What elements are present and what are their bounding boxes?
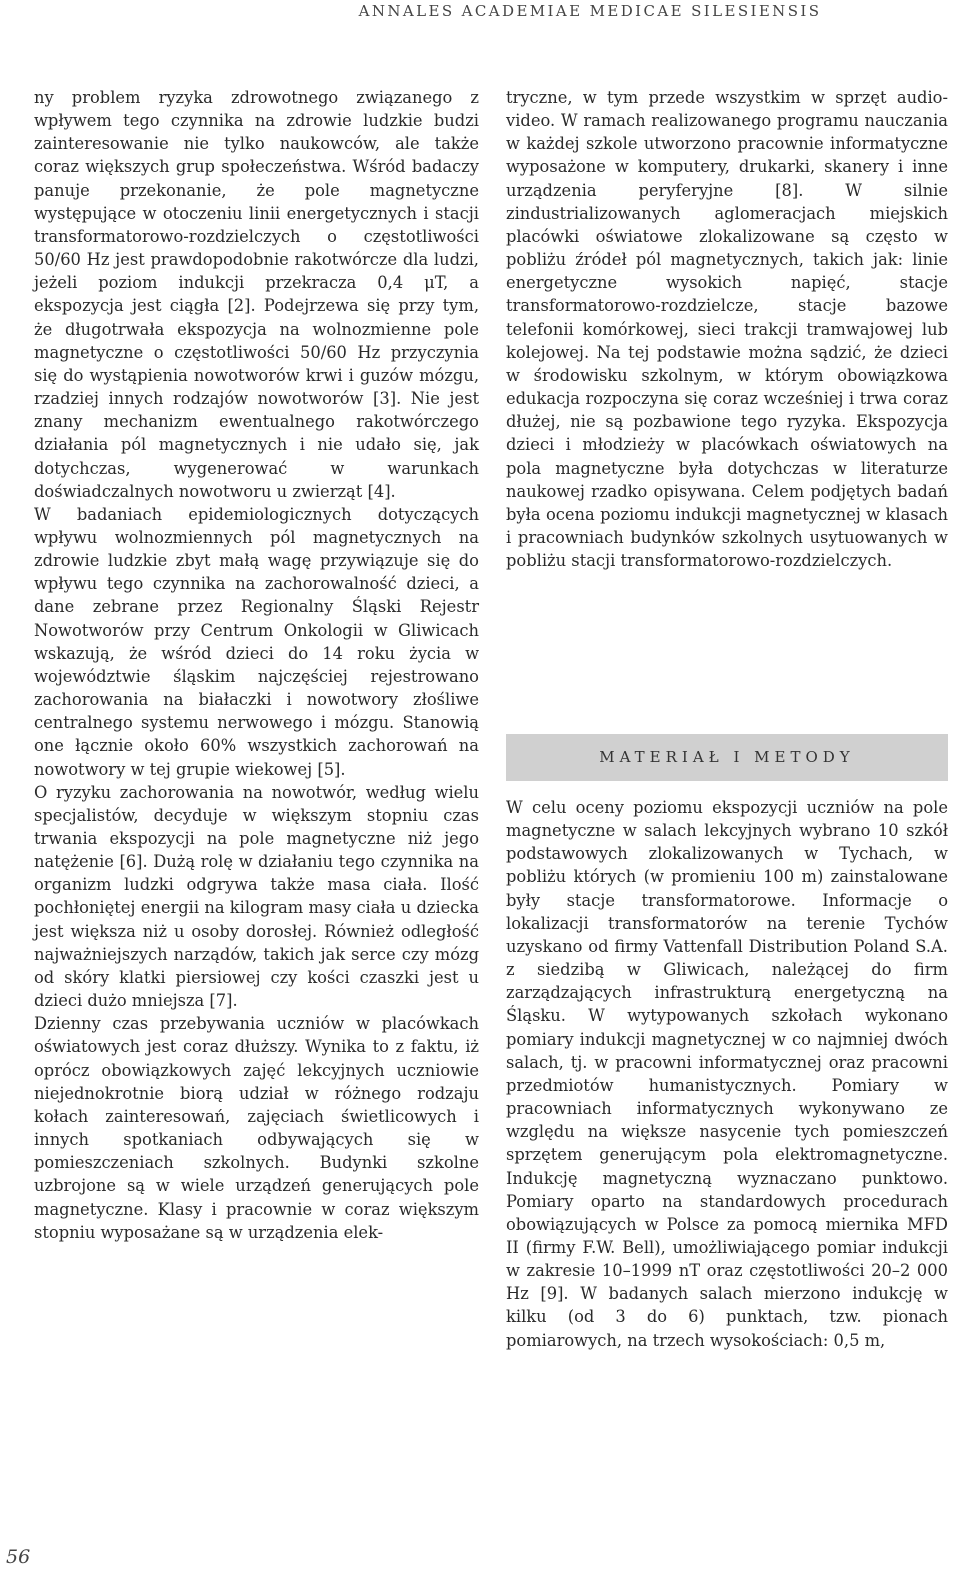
page-number: 56 bbox=[6, 1546, 31, 1568]
right-column-upper bbox=[506, 86, 948, 572]
right-column-lower bbox=[506, 796, 948, 1352]
paragraph: W badaniach epidemiologicznych dotyczących wpływu wolnozmiennych pól magnetycznych na zdrowie ludzkie zbyt małą wagę przywiązuje się do wpływu tego czynnika na zachorowalność dzieci, a dane zebrane przez Regionalny Śląski Rejestr Nowotworów przy Centrum Onkologii w Gliwicach wskazują, że wśród dzieci do 14 roku życia w województwie śląskim najczęściej rejestrowano zachorowania na białaczki i nowotwory złośliwe centralnego systemu nerwowego i mózgu. Stanowią one łącznie około 60% wszystkich zachorowań na nowotwory w tej grupie wiekowej [5]. bbox=[34, 504, 479, 779]
section-heading-material-i-metody: MATERIAŁ I METODY bbox=[506, 734, 948, 781]
paragraph: W celu oceny poziomu ekspozycji uczniów na pole magnetyczne w salach lekcyjnych wybrano 10 szkół podstawowych zlokalizowanych w Tychach, w pobliżu których (w promieniu 100 m) zainstalowane były stacje transformatorowe. Informacje o lokalizacji transformatorów na terenie Tychów uzyskano od firmy Vattenfall Distribution Poland S.A. z siedzibą w Gliwicach, należącej do firm zarządzających infrastrukturą energetyczną na Śląsku. W wytypowanych szkołach wykonano pomiary indukcji magnetycznej w co najmniej dwóch salach, tj. w pracowni informatycznej oraz pracowni przedmiotów humanistycznych. Pomiary w pracowniach informatycznych wykonywano ze względu na większe nasycenie tych pomieszczeń sprzętem generującym pola elektromagnetyczne. Indukcję magnetyczną wyznaczano punktowo. Pomiary oparto na standardowych procedurach obowiązujących w Polsce za pomocą miernika MFD II (firmy F.W. Bell), umożliwiającego pomiar indukcji w zakresie 10–1999 nT oraz częstotliwości 20–2 000 Hz [9]. W badanych salach mierzono indukcję w kilku (od 3 do 6) punktach, tzw. pionach pomiarowych, na trzech wysokościach: 0,5 m, bbox=[506, 798, 948, 1350]
paragraph: Dzienny czas przebywania uczniów w placówkach oświatowych jest coraz dłuższy. Wynika to z faktu, iż oprócz obowiązkowych zajęć lekcyjnych uczniowie niejednokrotnie biorą udział w różnego rodzaju kołach zainteresowań, zajęciach świetlicowych i innych spotkaniach odbywających się w pomieszczeniach szkolnych. Budynki szkolne uzbrojone są w wiele urządzeń generujących pole magnetyczne. Klasy i pracownie w coraz większym stopniu wyposażane są w urządzenia elek- bbox=[34, 1014, 479, 1242]
paragraph: O ryzyku zachorowania na nowotwór, według wielu specjalistów, decyduje w większym stopniu czas trwania ekspozycji na pole magnetyczne niż jego natężenie [6]. Dużą rolę w działaniu tego czynnika na organizm ludzki odgrywa także masa ciała. Ilość pochłoniętej energii na kilogram masy ciała u dziecka jest większa niż u osoby dorosłej. Również odległość najważniejszych narządów, takich jak serce czy mózg od skóry klatki piersiowej czy kości czaszki jest u dzieci dużo mniejsza [7]. bbox=[34, 782, 479, 1011]
paragraph: tryczne, w tym przede wszystkim w sprzęt audio-video. W ramach realizowanego programu nauczania w każdej szkole utworzono pracownie informatyczne wyposażone w komputery, drukarki, skanery i inne urządzenia peryferyjne [8]. W silnie zindustrializowanych aglomeracjach miejskich placówki oświatowe zlokalizowane są często w pobliżu źródeł pól magnetycznych, takich jak: linie energetyczne wysokich napięć, stacje transformatorowo-rozdzielcze, stacje bazowe telefonii komórkowej, sieci trakcji tramwajowej lub kolejowej. Na tej podstawie można sądzić, że dzieci w środowisku szkolnym, w którym obowiązkowa edukacja rozpoczyna się coraz wcześniej i trwa coraz dłużej, nie są pozbawione tego ryzyka. Ekspozycja dzieci i młodzieży w placówkach oświatowych na pola magnetyczne była dotychczas w literaturze naukowej rzadko opisywana. Celem podjętych badań była ocena poziomu indukcji magnetycznej w klasach i pracowniach budynków szkolnych usytuowanych w pobliżu stacji transformatorowo-rozdzielczych. bbox=[506, 88, 948, 571]
paragraph: ny problem ryzyka zdrowotnego związanego z wpływem tego czynnika na zdrowie ludzkie budzi zainteresowanie nie tylko naukowców, ale także coraz większych grup społeczeństwa. Wśród badaczy panuje przekonanie, że pole magnetyczne występujące w otoczeniu linii energetycznych i stacji transformatorowo-rozdzielczych o częstotliwości 50/60 Hz jest prawdopodobnie rakotwórcze dla ludzi, jeżeli poziom indukcji przekracza 0,4 μT, a ekspozycja jest ciągła [2]. Podejrzewa się przy tym, że długotrwała ekspozycja na wolnozmienne pole magnetyczne o częstotliwości 50/60 Hz przyczynia się do wystąpienia nowotworów krwi i guzów mózgu, rzadziej innych rodzajów nowotworów [3]. Nie jest znany mechanizm ewentualnego rakotwórczego działania pól magnetycznych i nie udało się, jak dotychczas, wygenerować w warunkach doświadczalnych nowotworu u zwierząt [4]. bbox=[34, 88, 479, 501]
left-column bbox=[34, 86, 479, 1244]
running-head-journal-title: ANNALES ACADEMIAE MEDICAE SILESIENSIS bbox=[358, 2, 822, 20]
